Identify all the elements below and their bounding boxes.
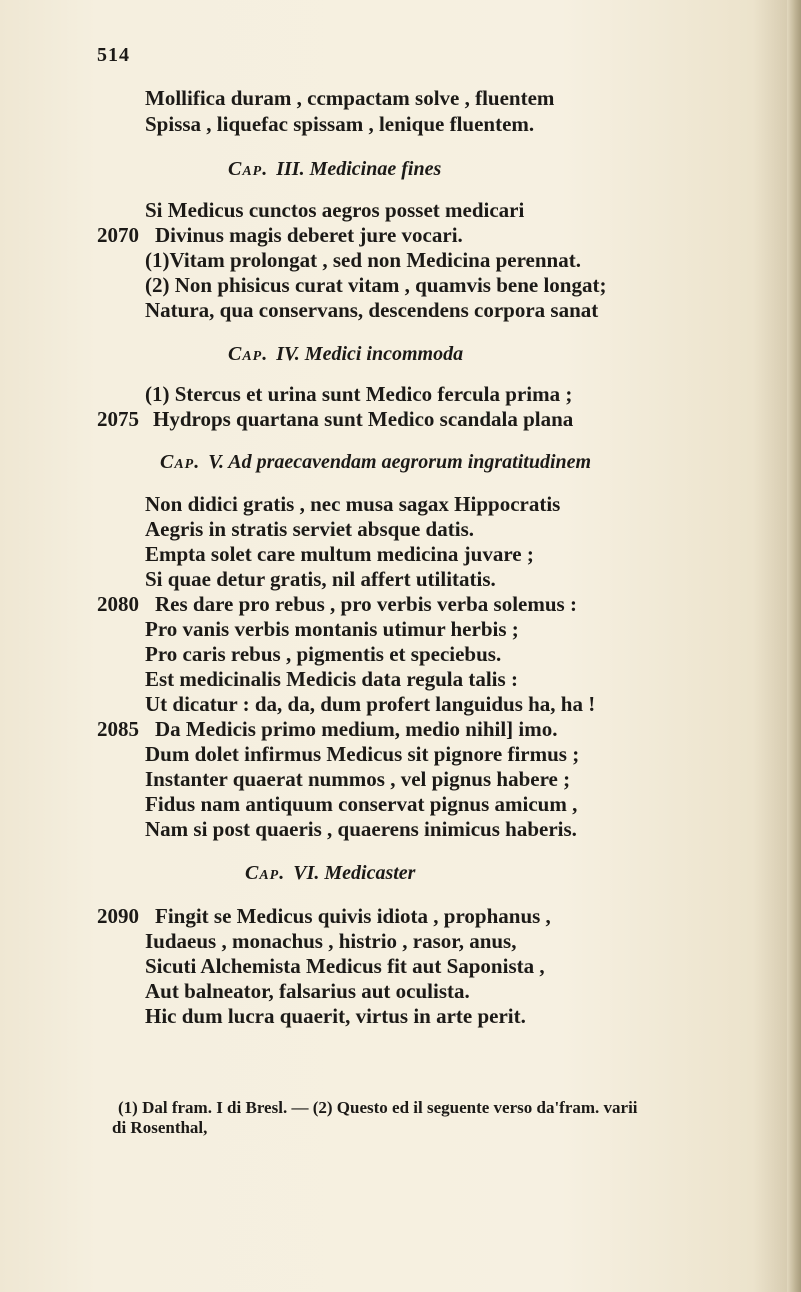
- chapter-label: Cap.: [228, 343, 269, 365]
- verse-text: Fingit se Medicus quivis idiota , prophanus ,: [155, 904, 551, 928]
- verse-text: Nam si post quaeris , quaerens inimicus haberis.: [145, 817, 577, 841]
- verse-text: (1) Stercus et urina sunt Medico fercula prima ;: [145, 382, 573, 406]
- verse-text: Pro caris rebus , pigmentis et speciebus.: [145, 642, 502, 666]
- line-number: 2090: [97, 904, 139, 928]
- verse-text: Si quae detur gratis, nil affert utilitatis.: [145, 567, 496, 591]
- verse-text: (2) Non phisicus curat vitam , quamvis bene longat;: [145, 273, 607, 297]
- chapter-title: III. Medicinae fines: [276, 158, 442, 180]
- verse-text: Instanter quaerat nummos , vel pignus habere ;: [145, 767, 571, 791]
- chapter-title: IV. Medici incommoda: [276, 343, 464, 365]
- verse-text: Mollifica duram , ccmpactam solve , fluentem: [145, 86, 555, 110]
- verse-text: Est medicinalis Medicis data regula talis :: [145, 667, 518, 691]
- verse-text: Res dare pro rebus , pro verbis verba solemus :: [155, 592, 577, 616]
- chapter-heading-3: [228, 158, 441, 181]
- verse-text: Aegris in stratis serviet absque datis.: [145, 517, 474, 541]
- verse-text: Empta solet care multum medicina juvare ;: [145, 542, 534, 566]
- verse-text: Fidus nam antiquum conservat pignus amicum ,: [145, 792, 578, 816]
- line-number: 2080: [97, 592, 139, 616]
- chapter-label: Cap.: [160, 451, 201, 473]
- page-number: 514: [97, 44, 130, 66]
- verse-text: Dum dolet infirmus Medicus sit pignore firmus ;: [145, 742, 580, 766]
- verse-text: Aut balneator, falsarius aut oculista.: [145, 979, 470, 1003]
- chapter-heading-5: [160, 451, 591, 474]
- footnote-line-2: di Rosenthal,: [112, 1118, 208, 1137]
- verse-text: Pro vanis verbis montanis utimur herbis ;: [145, 617, 519, 641]
- verse-text: Hydrops quartana sunt Medico scandala plana: [153, 407, 574, 431]
- page-binding-edge: [787, 0, 801, 1292]
- line-number: 2070: [97, 223, 139, 247]
- verse-text: Ut dicatur : da, da, dum profert languidus ha, ha !: [145, 692, 596, 716]
- verse-text: Natura, qua conservans, descendens corpora sanat: [145, 298, 599, 322]
- chapter-heading-4: [228, 343, 463, 366]
- chapter-label: Cap.: [228, 158, 269, 180]
- line-number: 2075: [97, 407, 139, 431]
- line-number: 2085: [97, 717, 139, 741]
- chapter-label: Cap.: [245, 862, 286, 884]
- verse-text: (1)Vitam prolongat , sed non Medicina perennat.: [145, 248, 581, 272]
- verse-text: Iudaeus , monachus , histrio , rasor, anus,: [145, 929, 517, 953]
- chapter-title: VI. Medicaster: [293, 862, 416, 884]
- verse-text: Da Medicis primo medium, medio nihil] imo.: [155, 717, 558, 741]
- verse-text: Hic dum lucra quaerit, virtus in arte perit.: [145, 1004, 526, 1028]
- verse-text: Si Medicus cunctos aegros posset medicari: [145, 198, 525, 222]
- footnote-line-1: (1) Dal fram. I di Bresl. — (2) Questo ed il seguente verso da'fram. varii: [118, 1098, 638, 1117]
- chapter-title: V. Ad praecavendam aegrorum ingratitudinem: [208, 451, 592, 473]
- verse-text: Spissa , liquefac spissam , lenique fluentem.: [145, 112, 535, 136]
- chapter-heading-6: [245, 862, 415, 885]
- verse-text: Divinus magis deberet jure vocari.: [155, 223, 463, 247]
- verse-text: Sicuti Alchemista Medicus fit aut Saponista ,: [145, 954, 545, 978]
- verse-text: Non didici gratis , nec musa sagax Hippocratis: [145, 492, 561, 516]
